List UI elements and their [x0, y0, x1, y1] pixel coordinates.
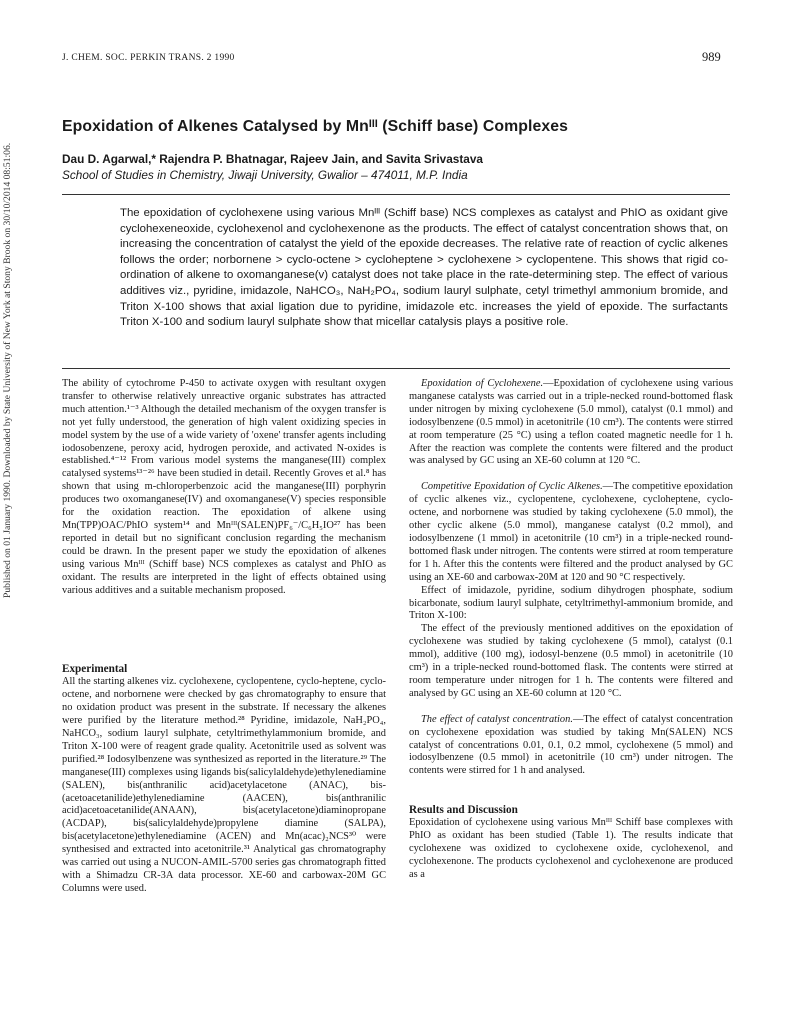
introduction-paragraph: The ability of cytochrome P-450 to activate oxygen with resultant oxygen transfer to otherwise relatively unreactive organic substrates has attracted much attention.¹⁻³ Although the detailed mechanism of the oxygen transfer is not yet fully understood, the generation of high valent oxidizing species in model system by the use of a wide variety of 'oxene' transfer agents including iodosobenzene, peroxy acid, hydrogen peroxide, and activated N-oxides is established.⁴⁻¹² From various model systems the manganese(III) complex catalysed systems¹³⁻²⁶ have been studied in detail. Recently Groves et al.⁸ has shown that using m-chloroperbenzoic acid the manganese(III) porphyrin produces two oxomanganese(IV) and oxomanganese(V) species responsible for the oxidation reaction. The epoxidation of alkene using Mn(TPP)OAC/PhIO system¹⁴ and Mnᴵᴵᴵ(SALEN)PF₆⁻/C₆H₅IO²⁷ has been reported in detail but no significant conclusion regarding the mechanism could be drawn. In the present paper we study the epoxidation of alkenes using various Mnᴵᴵᴵ (Schiff base) NCS complexes as catalyst and PhIO as oxidant. The results are interpreted in the light of effects obtained using various additives and a suitable mechanism proposed. [62, 378, 386, 596]
running-head: J. CHEM. SOC. PERKIN TRANS. 2 1990 [62, 53, 235, 63]
paragraph-lead: Competitive Epoxidation of Cyclic Alkenes. [421, 481, 603, 493]
additives-effect-paragraph: The effect of the previously mentioned additives on the epoxidation of cyclohexene was studied by taking cyclohexene (5 mmol), catalyst (0.1 mmol), additive (100 mg), iodosyl-benzene (0.5 mmol) in acetonitrile (10 cm³) in a triple-necked round-bottomed flask. The contents were stirred at room temperature under nitrogen for 1 h. The contents were filtered and analysed by GC using an XE-60 column at 120 °C. [409, 623, 733, 699]
catalyst-concentration-paragraph: The effect of catalyst concentration.—The effect of catalyst concentration on cyclohexene epoxidation was studied by taking Mn(SALEN) NCS catalyst of concentrations 0.01, 0.1, 0.2 mmol, cyclohexene (5 mmol) and iodosylbenzene (0.5 mmol) in acetonitrile (10 cm³) under nitrogen. The contents were stirred for 1 h and analysed. [409, 713, 734, 777]
experimental-heading: Experimental [62, 663, 128, 676]
author-list: Dau D. Agarwal,* Rajendra P. Bhatnagar, Rajeev Jain, and Savita Srivastava [62, 152, 483, 166]
competitive-epoxidation-paragraph: Competitive Epoxidation of Cyclic Alkenes.—The competitive epoxidation of cyclic alkenes viz., cyclopentene, cyclohexene, cycloheptene, cyclo-octene, and norbornene was studied by taking cyclohexene (5.0 mmol), the other cyclic alkene (5.0 mmol), manganese catalyst (0.2 mmol), and iodosylbenzene (1 mmol) in acetonitrile (10 cm³) in a triple-necked round-bottomed flask under nitrogen. The contents were stirred at room temperature for 1 h. After this the contents were filtered and the product analysed by GC using an XE-60 and carbowax-20M at 120 and 90 °C respectively. [409, 481, 733, 583]
paragraph-lead: The effect of catalyst concentration. [421, 713, 573, 725]
epoxidation-cyclohexene-paragraph: Epoxidation of Cyclohexene.—Epoxidation of cyclohexene using various manganese catalysts was carried out in a triple-necked round-bottomed flask under nitrogen by mixing cyclohexene (5.0 mmol), catalyst (0.1 mmol) and iodosylbenzene (0.5 mmol) in acetonitrile (10 cm³). The contents were stirred at room temperature (25 °C) using a teflon coated magnetic needle for 1 h. After the reaction was complete the contents were filtered and the product was analysed by GC using an XE-60 column at 120 °C. [409, 378, 733, 467]
right-column [409, 378, 733, 882]
top-rule [62, 194, 730, 195]
page-number: 989 [702, 50, 721, 64]
results-paragraph: Epoxidation of cyclohexene using various Mnᴵᴵᴵ Schiff base complexes with PhIO as oxidant has been studied (Table 1). The results indicate that cyclohexene was oxidized to cyclohexene oxide, cyclohexenol, and cyclohexenone. The products cyclohexenol and cyclohexenone are produced as a [409, 817, 733, 880]
download-stamp: Published on 01 January 1990. Downloaded by State University of New York at Stony Brook on 30/10/2014 08:51:06. [2, 142, 13, 598]
additives-paragraph: Effect of imidazole, pyridine, sodium dihydrogen phosphate, sodium bicarbonate, sodium lauryl sulphate, cetyltrimethyl-ammonium bromide, and Triton X-100: [409, 584, 733, 622]
affiliation: School of Studies in Chemistry, Jiwaji University, Gwalior – 474011, M.P. India [62, 168, 468, 182]
left-column [62, 378, 386, 896]
results-heading: Results and Discussion [409, 804, 518, 817]
paragraph-lead: Epoxidation of Cyclohexene. [421, 378, 544, 389]
bottom-rule [62, 368, 730, 369]
abstract: The epoxidation of cyclohexene using various Mnᴵᴵᴵ (Schiff base) NCS complexes as catalyst and PhIO as oxidant give cyclohexeneoxide, cyclohexenol and cyclohexenone as the products. The effect of catalyst concentration shows that, on increasing the concentration of catalyst the yield of the epoxide decreases. The relative rate of reaction of cyclic alkenes follows the order; norbornene > cyclo-octene > cycloheptene > cyclohexene > cyclopentene. This shows that rigid co-ordination of alkene to oxomanganese(v) catalyst does not take place in the rate-determining step. The effect of various additives viz., pyridine, imidazole, NaHCO₃, NaH₂PO₄, sodium lauryl sulphate, cetyl trimethyl ammonium bromide, and Triton X-100 shows that axial ligation due to pyridine, imidazole etc. increases the yield of epoxide. The surfactants Triton X-100 and sodium lauryl sulphate show that micellar catalysis plays a positive role. [120, 207, 728, 329]
experimental-paragraph: All the starting alkenes viz. cyclohexene, cyclopentene, cyclo-heptene, cyclo-octene, and norbornene were checked by gas chromatography to ensure that no oxidation product was present in the substrate. If necessary the alkenes were purified by the literature method.²⁸ Pyridine, imidazole, NaH₂PO₄, NaHCO₃, sodium lauryl sulphate, cetyltrimethylammonium bromide, and Triton X-100 were of reagent grade quality. Acetonitrile used as solvent was purified.²⁸ Iodosylbenzene was synthesized as reported in the literature.²⁹ The manganese(III) complexes using ligands bis(salicylaldehyde)ethylenediamine (SALEN), bis(anthranilic acid)acetylacetone (ANAC), bis-(acetoacetanilide)ethylenediamine (AACEN), bis(anthranilic acid)acetoacetanilide(ANAAN), bis(acetylacetone)diaminopropane (ACDAP), bis(salicylaldehyde)propylene diamine (SALPA), bis(acetylacetone)ethylenediamine (ACEN) and Mn(acac)₂NCS³⁰ were synthesised and extracted into acetonitrile.³¹ Analytical gas chromatography was carried out using a NUCON-AMIL-5700 series gas chromatograph fitted with a Shimadzu CR-3A data processor. XE-60 and carbowax-20M GC Columns were used. [62, 676, 386, 894]
article-title: Epoxidation of Alkenes Catalysed by Mnᴵᴵᴵ (Schiff base) Complexes [62, 118, 569, 135]
